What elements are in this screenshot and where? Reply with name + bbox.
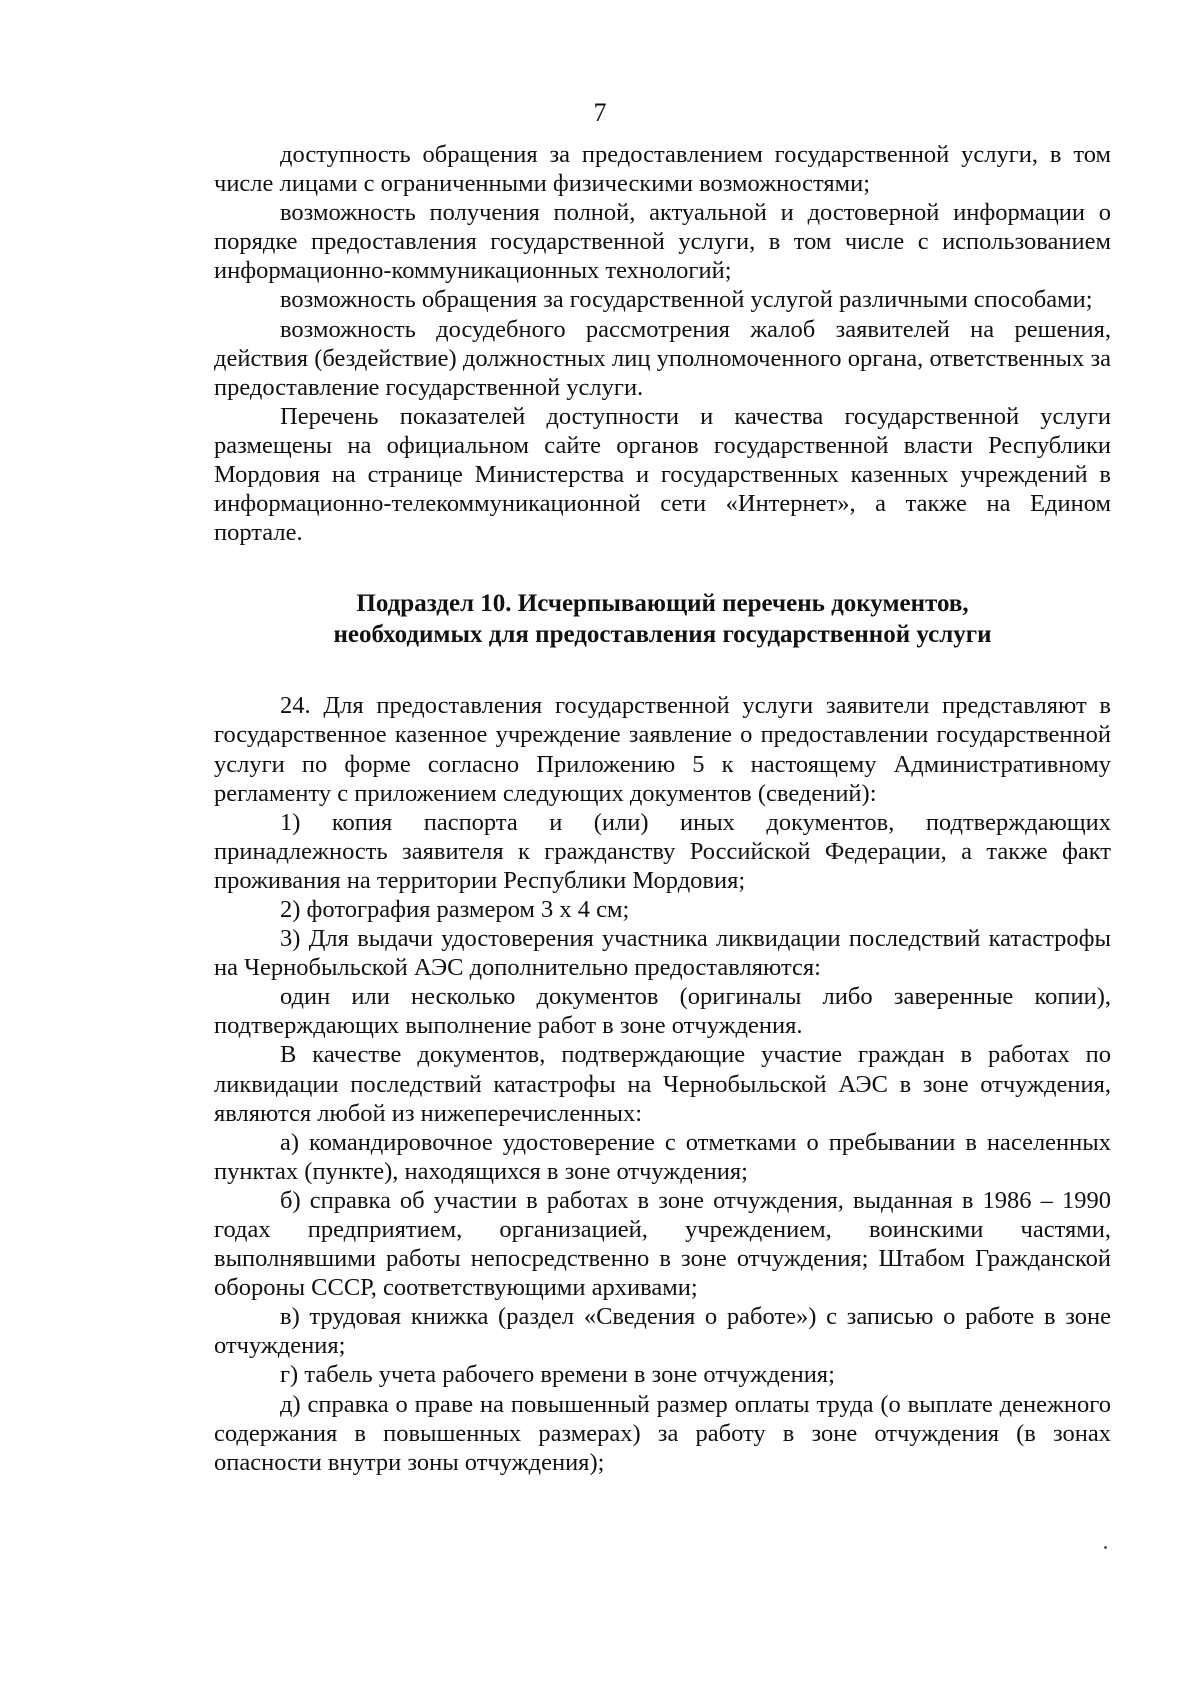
list-item-v: в) трудовая книжка (раздел «Сведения о работе») с записью о работе в зоне отчуждения; — [214, 1303, 1111, 1360]
paragraph-methods: возможность обращения за государственной услугой различными способами; — [280, 286, 1093, 314]
paragraph-documents-originals: один или несколько документов (оригиналы либо заверенные копии), подтверждающих выполнение работ в зоне отчуждения. — [214, 983, 1111, 1040]
list-item-1-passport: 1) копия паспорта и (или) иных документов, подтверждающих принадлежность заявителя к гражданству Российской Федерации, а также факт проживания на территории Республики Мордовия; — [214, 808, 1111, 894]
list-item-g: г) табель учета рабочего времени в зоне отчуждения; — [280, 1361, 835, 1389]
paragraph-indicators-list: Перечень показателей доступности и качества государственной услуги размещены на официальном сайте органов государственной власти Республики Мордовия на странице Министерства и государственных казенных учреждений в информационно-телекоммуникационной сети «Интернет», а также на Едином портале. — [214, 402, 1111, 547]
list-item-b: б) справка об участии в работах в зоне отчуждения, выданная в 1986 – 1990 годах предприятием, организацией, учреждением, воинскими частями, выполнявшими работы непосредственно в зоне отчуждения; Штабом Гражданской обороны СССР, соответствующими архивами; — [214, 1186, 1111, 1302]
list-item-a: а) командировочное удостоверение с отметками о пребывании в населенных пунктах (пункте), находящихся в зоне отчуждения; — [214, 1128, 1111, 1185]
page-number: 7 — [593, 98, 607, 127]
list-item-3-certificate: 3) Для выдачи удостоверения участника ликвидации последствий катастрофы на Чернобыльской АЭС дополнительно предоставляются: — [214, 925, 1111, 982]
paragraph-information: возможность получения полной, актуальной и достоверной информации о порядке предоставления государственной услуги, в том числе с использованием информационно-коммуникационных технологий; — [214, 199, 1111, 285]
paragraph-accessibility: доступность обращения за предоставлением государственной услуги, в том числе лицами с ограниченными физическими возможностями; — [214, 141, 1111, 198]
paragraph-confirming-documents: В качестве документов, подтверждающие участие граждан в работах по ликвидации последствий катастрофы на Чернобыльской АЭС в зоне отчуждения, являются любой из нижеперечисленных: — [214, 1041, 1111, 1127]
paragraph-appeal: возможность досудебного рассмотрения жалоб заявителей на решения, действия (бездействие) должностных лиц уполномоченного органа, ответственных за предоставление государственной услуги. — [214, 315, 1111, 401]
subsection-heading-line-1: Подраздел 10. Исчерпывающий перечень документов, — [356, 590, 969, 618]
document-body — [214, 140, 1111, 1477]
subsection-heading — [214, 588, 1111, 650]
scan-speck — [1104, 1546, 1107, 1549]
list-item-2-photo: 2) фотография размером 3 х 4 см; — [280, 895, 630, 923]
subsection-heading-line-2: необходимых для предоставления государственной услуги — [333, 621, 992, 649]
list-item-d: д) справка о праве на повышенный размер оплаты труда (о выплате денежного содержания в повышенных размерах) за работу в зоне отчуждения (в зонах опасности внутри зоны отчуждения); — [214, 1390, 1111, 1476]
paragraph-24: 24. Для предоставления государственной услуги заявители представляют в государственное казенное учреждение заявление о предоставлении государственной услуги по форме согласно Приложению 5 к настоящему Административному регламенту с приложением следующих документов (сведений): — [214, 692, 1111, 807]
